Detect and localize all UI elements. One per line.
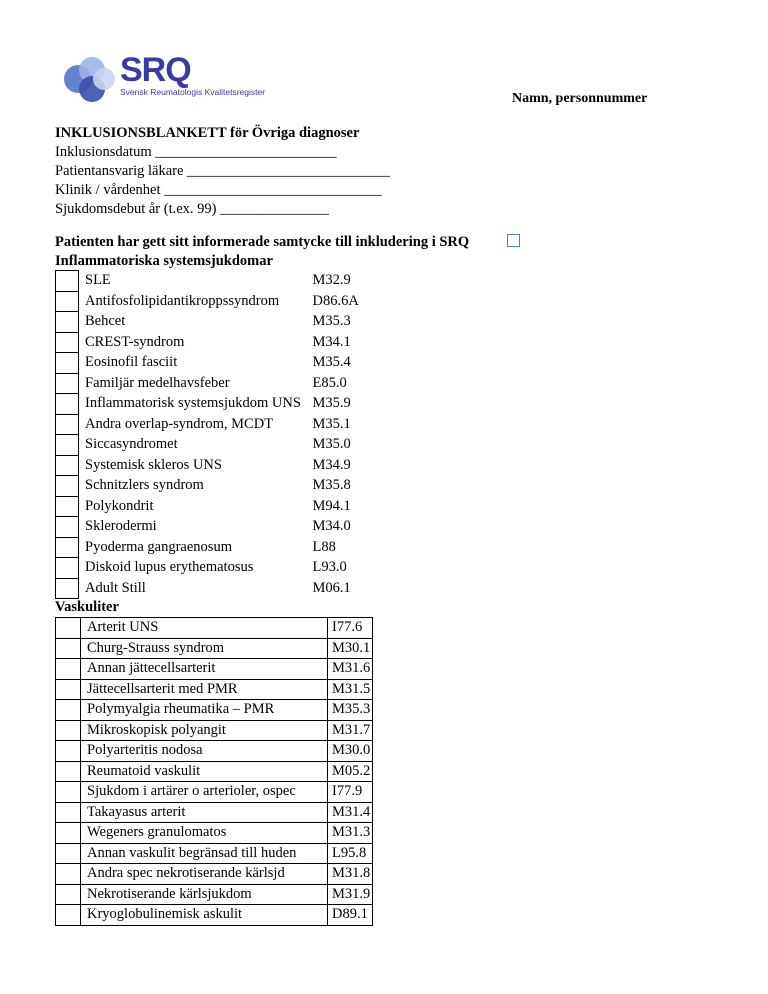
diagnosis-checkbox[interactable] [56, 476, 79, 497]
table-row [56, 332, 359, 353]
table-row [56, 741, 373, 762]
field-disease-onset[interactable]: Sjukdomsdebut år (t.ex. 99) _______________ [55, 201, 329, 217]
diagnosis-code: M30.0 [328, 741, 373, 762]
diagnosis-code: D89.1 [328, 905, 373, 926]
diagnosis-label: Andra overlap-syndrom, MCDT [85, 415, 274, 432]
diagnosis-label: Annan vaskulit begränsad till huden [81, 843, 328, 864]
table-row [56, 435, 359, 456]
diagnosis-code: M35.8 [312, 477, 351, 494]
diagnosis-checkbox[interactable] [56, 782, 81, 803]
diagnosis-code: M30.1 [328, 638, 373, 659]
diagnosis-checkbox[interactable] [56, 394, 79, 415]
diagnosis-checkbox[interactable] [56, 761, 81, 782]
diagnosis-label: Nekrotiserande kärlsjukdom [81, 884, 328, 905]
diagnosis-checkbox[interactable] [56, 638, 81, 659]
diagnosis-checkbox[interactable] [56, 720, 81, 741]
diagnosis-label: Andra spec nekrotiserande kärlsjd [81, 864, 328, 885]
diagnosis-code: M35.4 [312, 354, 351, 371]
diagnosis-label: Polykondrit [85, 497, 154, 514]
diagnosis-label: Jättecellsarterit med PMR [81, 679, 328, 700]
diagnosis-checkbox[interactable] [56, 802, 81, 823]
table-row [56, 864, 373, 885]
diagnosis-checkbox[interactable] [56, 455, 79, 476]
table-row [56, 414, 359, 435]
diagnosis-code: D86.6A [312, 292, 359, 309]
srq-logo [62, 51, 302, 105]
table-row [56, 291, 359, 312]
diagnosis-label: SLE [85, 272, 111, 289]
diagnosis-label: Diskoid lupus erythematosus [85, 559, 254, 576]
vasculitis-section-title: Vaskuliter [55, 599, 119, 615]
table-row [56, 455, 359, 476]
table-row [56, 394, 359, 415]
table-row [56, 373, 359, 394]
diagnosis-label: Pyoderma gangraenosum [85, 538, 232, 555]
diagnosis-checkbox[interactable] [56, 537, 79, 558]
diagnosis-checkbox[interactable] [56, 700, 81, 721]
table-row [56, 659, 373, 680]
diagnosis-checkbox[interactable] [56, 659, 81, 680]
form-title: INKLUSIONSBLANKETT för Övriga diagnoser [55, 125, 360, 141]
field-clinic[interactable]: Klinik / vårdenhet ______________________________ [55, 182, 382, 198]
diagnosis-label: Adult Still [85, 579, 146, 596]
table-row [56, 761, 373, 782]
diagnosis-label: Sjukdom i artärer o arterioler, ospec [81, 782, 328, 803]
diagnosis-code: M35.3 [328, 700, 373, 721]
table-row [56, 884, 373, 905]
field-inclusion-date[interactable]: Inklusionsdatum _________________________ [55, 144, 337, 160]
table-row [56, 476, 359, 497]
diagnosis-label: Polymyalgia rheumatika – PMR [81, 700, 328, 721]
table-row [56, 679, 373, 700]
diagnosis-code: M31.5 [328, 679, 373, 700]
diagnosis-checkbox[interactable] [56, 517, 79, 538]
diagnosis-code: M05.2 [328, 761, 373, 782]
diagnosis-code: E85.0 [312, 374, 347, 391]
table-row [56, 823, 373, 844]
table-row [56, 312, 359, 333]
logo-name: SRQ [120, 51, 191, 89]
diagnosis-label: CREST-syndrom [85, 333, 185, 350]
consent-text: Patienten har gett sitt informerade samtycke till inkludering i SRQ [55, 234, 470, 250]
diagnosis-code: M35.0 [312, 436, 351, 453]
consent-checkbox[interactable] [507, 234, 520, 247]
table-row [56, 496, 359, 517]
table-row [56, 843, 373, 864]
diagnosis-code: M94.1 [312, 497, 351, 514]
diagnosis-checkbox[interactable] [56, 271, 79, 292]
diagnosis-checkbox[interactable] [56, 291, 79, 312]
diagnosis-label: Arterit UNS [81, 618, 328, 639]
patient-id-label: Namn, personnummer [512, 91, 648, 106]
table-row [56, 537, 359, 558]
diagnosis-code: L95.8 [328, 843, 373, 864]
diagnosis-label: Systemisk skleros UNS [85, 456, 222, 473]
diagnosis-code: M35.9 [312, 395, 351, 412]
srq-logo-circles-icon [62, 55, 118, 103]
diagnosis-label: Takayasus arterit [81, 802, 328, 823]
diagnosis-code: M31.3 [328, 823, 373, 844]
diagnosis-code: M31.9 [328, 884, 373, 905]
diagnosis-code: M06.1 [312, 579, 351, 596]
diagnosis-checkbox[interactable] [56, 558, 79, 579]
diagnosis-code: M34.1 [312, 333, 351, 350]
diagnosis-checkbox[interactable] [56, 578, 79, 599]
diagnosis-label: Sklerodermi [85, 518, 157, 535]
diagnosis-label: Familjär medelhavsfeber [85, 374, 230, 391]
diagnosis-code: M31.8 [328, 864, 373, 885]
diagnosis-code: L88 [312, 538, 336, 555]
vasculitis-table [55, 617, 373, 926]
diagnosis-label: Reumatoid vaskulit [81, 761, 328, 782]
diagnosis-label: Wegeners granulomatos [81, 823, 328, 844]
diagnosis-code: M34.9 [312, 456, 351, 473]
diagnosis-checkbox[interactable] [56, 312, 79, 333]
table-row [56, 700, 373, 721]
diagnosis-checkbox[interactable] [56, 884, 81, 905]
table-row [56, 271, 359, 292]
diagnosis-label: Schnitzlers syndrom [85, 477, 204, 494]
diagnosis-checkbox[interactable] [56, 823, 81, 844]
diagnosis-label: Siccasyndromet [85, 436, 178, 453]
diagnosis-code: M31.6 [328, 659, 373, 680]
table-row [56, 905, 373, 926]
table-row [56, 720, 373, 741]
table-row [56, 802, 373, 823]
table-row [56, 638, 373, 659]
table-row [56, 618, 373, 639]
diagnosis-checkbox[interactable] [56, 414, 79, 435]
inflammatory-table [55, 270, 359, 599]
diagnosis-code: M31.4 [328, 802, 373, 823]
diagnosis-code: I77.9 [328, 782, 373, 803]
inflammatory-section-title: Inflammatoriska systemsjukdomar [55, 253, 273, 269]
diagnosis-checkbox[interactable] [56, 679, 81, 700]
diagnosis-code: M32.9 [312, 272, 351, 289]
diagnosis-checkbox[interactable] [56, 618, 81, 639]
diagnosis-label: Inflammatorisk systemsjukdom UNS [85, 395, 301, 412]
diagnosis-checkbox[interactable] [56, 905, 81, 926]
diagnosis-code: M31.7 [328, 720, 373, 741]
diagnosis-code: M35.3 [312, 313, 351, 330]
table-row [56, 578, 359, 599]
diagnosis-label: Behcet [85, 313, 126, 330]
diagnosis-checkbox[interactable] [56, 496, 79, 517]
diagnosis-checkbox[interactable] [56, 843, 81, 864]
diagnosis-checkbox[interactable] [56, 332, 79, 353]
field-physician[interactable]: Patientansvarig läkare ____________________________ [55, 163, 391, 179]
diagnosis-code: M34.0 [312, 518, 351, 535]
diagnosis-label: Mikroskopisk polyangit [81, 720, 328, 741]
diagnosis-code: I77.6 [328, 618, 373, 639]
logo-subtitle: Svensk Reumatologis Kvalitetsregister [120, 87, 266, 97]
diagnosis-code: M35.1 [312, 415, 351, 432]
diagnosis-checkbox[interactable] [56, 435, 79, 456]
table-row [56, 353, 359, 374]
diagnosis-label: Polyarteritis nodosa [81, 741, 328, 762]
diagnosis-label: Annan jättecellsarterit [81, 659, 328, 680]
diagnosis-checkbox[interactable] [56, 353, 79, 374]
table-row [56, 782, 373, 803]
diagnosis-label: Churg-Strauss syndrom [81, 638, 328, 659]
table-row [56, 558, 359, 579]
diagnosis-code: L93.0 [312, 559, 347, 576]
diagnosis-label: Antifosfolipidantikroppssyndrom [85, 292, 280, 309]
table-row [56, 517, 359, 538]
diagnosis-label: Eosinofil fasciit [85, 354, 178, 371]
diagnosis-label: Kryoglobulinemisk askulit [81, 905, 328, 926]
diagnosis-checkbox[interactable] [56, 741, 81, 762]
diagnosis-checkbox[interactable] [56, 373, 79, 394]
diagnosis-checkbox[interactable] [56, 864, 81, 885]
